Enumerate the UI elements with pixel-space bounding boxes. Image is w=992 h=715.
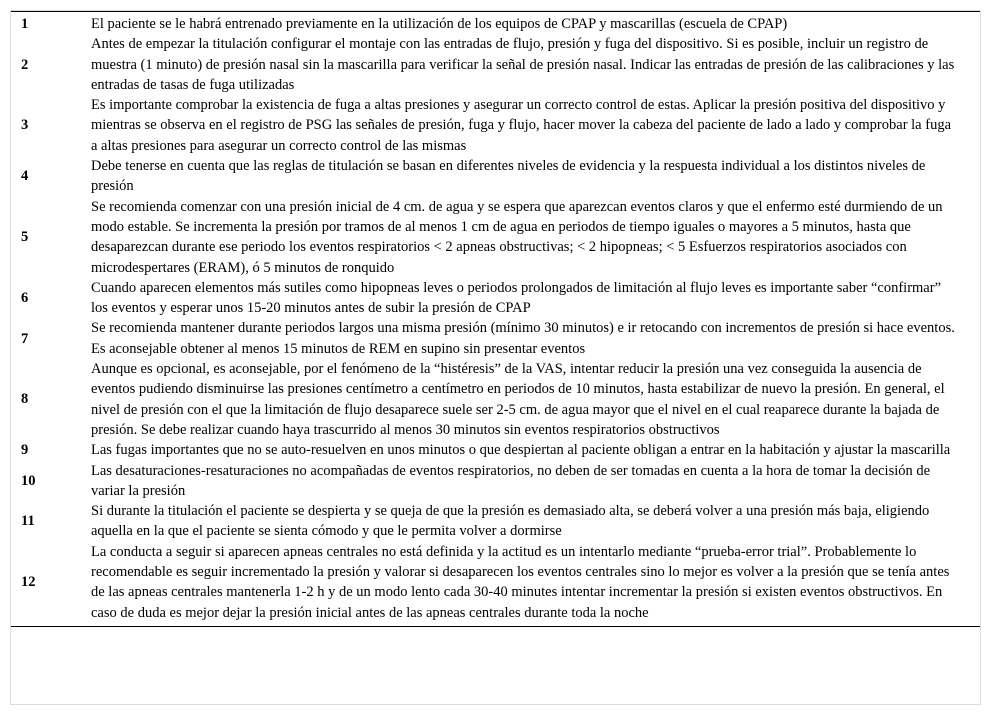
row-text: Las desaturaciones-resaturaciones no acompañadas de eventos respiratorios, no deben de ser tomadas en cuenta a la hora de tomar la decisión de variar la presión xyxy=(91,462,931,499)
table-row xyxy=(11,34,980,95)
row-text: Cuando aparecen elementos más sutiles como hipopneas leves o periodos prolongados de limitación al flujo leves es importante saber “confirmar” los eventos y esperar unos 15-20 minutos antes de subir la presión de CPAP xyxy=(91,279,942,317)
table-row xyxy=(11,461,980,502)
table-row xyxy=(11,440,980,460)
row-text: Las fugas importantes que no se auto-resuelven en unos minutos o que despiertan al paciente obligan a entrar en la habitación y ajustar la mascarilla xyxy=(91,442,951,459)
table-row xyxy=(11,156,980,197)
row-number: 6 xyxy=(21,290,29,306)
row-text: Se recomienda comenzar con una presión inicial de 4 cm. de agua y se espera que aparezcan eventos claros y que el enfermo esté durmiendo de un modo estable. Se incrementa la presión por tramos de al menos 1 cm de agua en periodos de tiempo iguales o mayores a 5 minutos, hasta que desaparezcan durante ese periodo los eventos respiratorios < 2 apneas obstructivas; < 2 hipopneas; < 5 Esfuerzos respiratorios asociados con microdespertares (ERAM), ó 5 minutos de ronquido xyxy=(91,198,943,276)
row-text: Antes de empezar la titulación configurar el montaje con las entradas de flujo, presión y fuga del dispositivo. Si es posible, incluir un registro de muestra (1 minuto) de presión nasal sin la mascarilla para verificar la señal de presión nasal. Indicar las entradas de presión de las calibraciones y las entradas de tasas de fuga utilizadas xyxy=(91,36,955,93)
row-text: Es importante comprobar la existencia de fuga a altas presiones y asegurar un correcto control de estas. Aplicar la presión positiva del dispositivo y mientras se observa en el registro de PSG las señales de presión, fuga y flujo, hacer mover la cabeza del paciente de lado a lado y comprobar la fuga a altas presiones para asegurar un correcto control de las mismas xyxy=(91,97,952,154)
row-number: 7 xyxy=(21,330,29,347)
table-frame xyxy=(10,10,981,705)
row-number: 9 xyxy=(21,442,29,459)
row-number: 4 xyxy=(21,168,29,185)
table-row xyxy=(11,359,980,440)
row-text: Aunque es opcional, es aconsejable, por el fenómeno de la “histéresis” de la VAS, intentar reducir la presión una vez conseguida la ausencia de eventos pudiendo disminuirse las presiones centímetro a centímetro en periodos de 10 minutos, hasta estabilizar de nuevo la presión. En general, el nivel de presión con el que la limitación de flujo desaparece suele ser 2-5 cm. de agua mayor que el nivel en el cual reaparece durante la bajada de presión. Se debe realizar cuando haya trascurrido al menos 30 minutos sin eventos respiratorios obstructivos xyxy=(91,361,945,438)
row-number: 3 xyxy=(21,117,29,134)
row-number: 5 xyxy=(21,229,29,246)
row-text: Debe tenerse en cuenta que las reglas de titulación se basan en diferentes niveles de evidencia y la respuesta individual a los distintos niveles de presión xyxy=(91,158,926,195)
row-number: 1 xyxy=(21,16,29,32)
table-row xyxy=(11,12,980,35)
table-row xyxy=(11,318,980,359)
row-number: 10 xyxy=(21,472,36,489)
row-text: El paciente se le habrá entrenado previamente en la utilización de los equipos de CPAP y mascarillas (escuela de CPAP) xyxy=(91,16,788,32)
row-text: Se recomienda mantener durante periodos largos una misma presión (mínimo 30 minutos) e ir retocando con incrementos de presión si hace eventos. Es aconsejable obtener al menos 15 minutos de REM en supino sin presentar eventos xyxy=(91,320,955,357)
row-text: Si durante la titulación el paciente se despierta y se queja de que la presión es demasiado alta, se deberá volver a una presión más baja, eligiendo aquella en la que el paciente se sienta cómodo y que le permita volver a dormirse xyxy=(91,503,930,540)
table-row xyxy=(11,501,980,542)
row-number: 11 xyxy=(21,513,35,530)
row-text: La conducta a seguir si aparecen apneas centrales no está definida y la actitud es un intentarlo mediante “prueba-error trial”. Probablemente lo recomendable es seguir incrementado la presión y valorar si desaparecen los eventos centrales sino lo mejor es volver a la presión que se tenía antes de las apneas centrales mantenerla 1-2 h y de un modo lento cada 30-40 minutes intentar incrementar la presión si existen eventos obstructivos. En caso de duda es mejor dejar la presión inicial antes de las apneas centrales durante toda la noche xyxy=(91,543,950,621)
table-row xyxy=(11,197,980,278)
row-number: 12 xyxy=(21,574,36,591)
row-number: 8 xyxy=(21,391,29,408)
table-row xyxy=(11,278,980,319)
table-row xyxy=(11,542,980,627)
titration-rules-table xyxy=(11,11,980,627)
row-number: 2 xyxy=(21,56,29,73)
table-row xyxy=(11,95,980,156)
rules-table-body xyxy=(11,12,980,627)
